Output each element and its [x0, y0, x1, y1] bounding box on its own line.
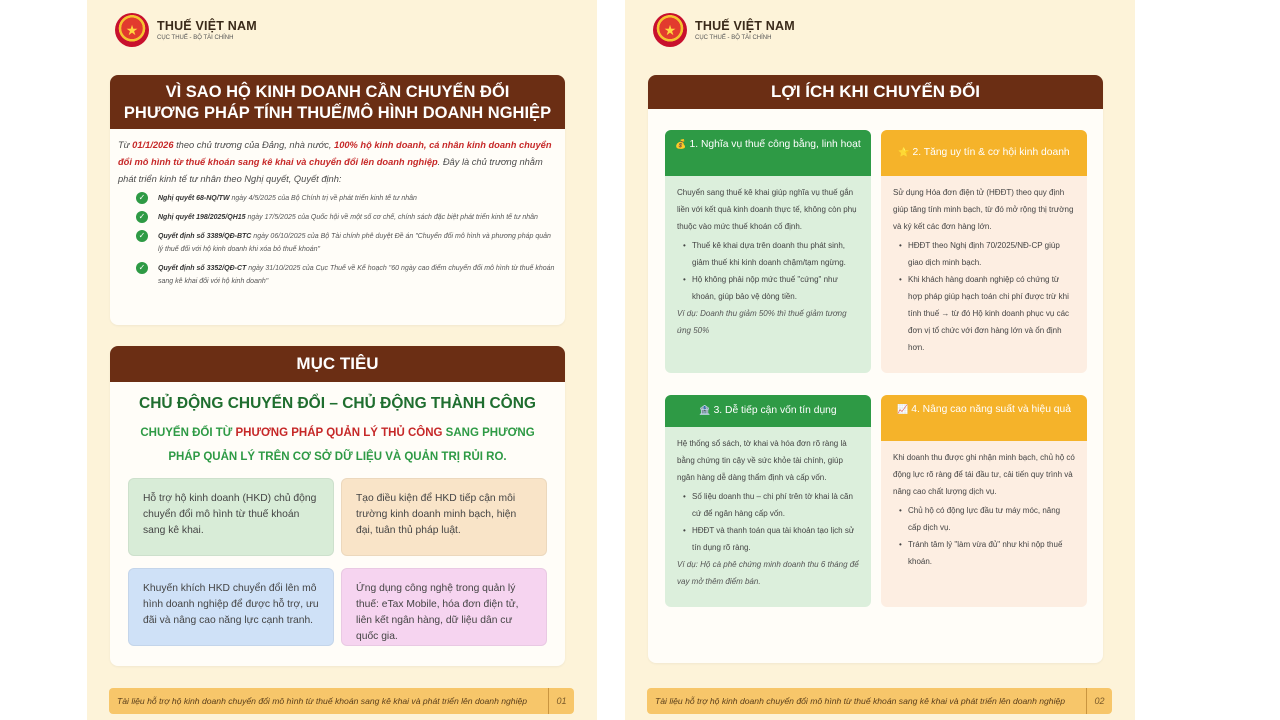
benefit-box-intro: Sử dụng Hóa đơn điện tử (HĐĐT) theo quy định giúp tăng tính minh bạch, từ đó mở rộng thị trường và ký kết các đơn hàng lớn. [893, 188, 1074, 231]
why-title-line1: VÌ SAO HỘ KINH DOANH CẦN CHUYỂN ĐỔI [165, 83, 510, 101]
benefit-box-title: 1. Nghĩa vụ thuế công bằng, linh hoạt [689, 139, 861, 150]
footer-text: Tài liệu hỗ trợ hộ kinh doanh chuyển đổi mô hình từ thuế khoán sang kê khai và phát triển lên doanh nghiệp [117, 696, 528, 706]
benefit-box-intro: Chuyển sang thuế kê khai giúp nghĩa vụ thuế gắn liền với kết quả kinh doanh thực tế, không còn phụ thuộc vào mức thuế khoán cố định. [677, 188, 857, 231]
page-1 [87, 0, 597, 720]
why-section [110, 75, 565, 325]
benefit-box-title: 4. Nâng cao năng suất và hiệu quả [911, 404, 1071, 415]
benefit-box-credit [665, 395, 871, 607]
benefit-bullet: • HĐĐT theo Nghị định 70/2025/NĐ-CP giúp giao dịch minh bạch. [899, 237, 1075, 271]
law-name: Quyết định số 3352/QĐ-CT [158, 265, 247, 272]
brand-name: THUẾ VIỆT NAM [695, 19, 795, 33]
law-desc: ngày 17/5/2025 của Quốc hội về một số cơ chế, chính sách đặc biệt phát triển kinh tế tư nhân [245, 214, 538, 221]
law-name: Quyết định số 3389/QĐ-BTC [158, 233, 252, 240]
law-name: Nghị quyết 198/2025/QH15 [158, 214, 246, 221]
law-name: Nghị quyết 68-NQ/TW [158, 195, 230, 202]
benefit-box-body [881, 441, 1087, 576]
benefit-bullet: • Khi khách hàng doanh nghiệp có chứng từ hợp pháp giúp hạch toán chi phí được trừ khi tính thuế → từ đó Hộ kinh doanh phục vụ các đơn vị tổ chức với đơn hàng lớn và ổn định hơn. [899, 271, 1075, 356]
why-title-line2: PHƯƠNG PHÁP TÍNH THUẾ/MÔ HÌNH DOANH NGHIỆP [123, 104, 552, 122]
brand-subtitle: CỤC THUẾ - BỘ TÀI CHÍNH [157, 35, 234, 41]
law-item [136, 211, 557, 224]
brand-header [115, 12, 257, 48]
goal-tile: Khuyến khích HKD chuyển đổi lên mô hình doanh nghiệp để được hỗ trợ, ưu đãi và nâng cao năng lực cạnh tranh. [128, 568, 334, 646]
benefit-box-body [665, 176, 871, 345]
benefit-banner: LỢI ÍCH KHI CHUYỂN ĐỔI [648, 75, 1103, 109]
intro-text: . Đây là chủ trương nhằm phát triển kinh tế tư nhân theo Nghị quyết, Quyết định: [118, 157, 543, 184]
goal-sub-text: CHUYỂN ĐỔI TỪ [140, 427, 236, 439]
law-desc: ngày 4/5/2025 của Bộ Chính trị về phát triển kinh tế tư nhân [229, 195, 417, 202]
law-item [136, 230, 557, 256]
law-list [110, 188, 565, 288]
benefit-box-title: 2. Tăng uy tín & cơ hội kinh doanh [912, 147, 1070, 158]
why-intro [110, 129, 565, 188]
benefit-box-header [881, 395, 1087, 441]
bank-icon: 🏦 [699, 405, 711, 415]
intro-highlight: 100% hộ kinh doanh, cá nhân kinh doanh chuyển đổi mô hình từ thuế khoán sang kê khai và chuyển đổi lên doanh nghiệp [118, 140, 552, 167]
check-icon: ✓ [136, 211, 148, 223]
benefit-box-intro: Khi doanh thu được ghi nhận minh bạch, chủ hộ có động lực rõ ràng để tái đầu tư, cải tiến quy trình và nâng cao chất lượng dịch vụ. [893, 453, 1075, 496]
benefit-bullet: • Hộ không phải nộp mức thuế "cứng" như khoán, giúp bảo vệ dòng tiền. [683, 271, 859, 305]
benefit-box-header [665, 130, 871, 176]
benefit-box-body [881, 176, 1087, 362]
why-banner [110, 75, 565, 129]
brand-header [653, 12, 795, 48]
intro-date: 01/1/2026 [132, 140, 174, 150]
goal-title: CHỦ ĐỘNG CHUYỂN ĐỔI – CHỦ ĐỘNG THÀNH CÔNG [139, 395, 536, 412]
benefit-bullet: • Tránh tâm lý "làm vừa đủ" như khi nộp thuế khoán. [899, 536, 1075, 570]
goal-subtitle [110, 413, 565, 469]
benefit-bullet: • Chủ hộ có động lực đầu tư máy móc, nâng cấp dịch vụ. [899, 502, 1075, 536]
brand-subtitle: CỤC THUẾ - BỘ TÀI CHÍNH [695, 35, 772, 41]
benefit-example: Ví dụ: Doanh thu giảm 50% thì thuế giảm tương ứng 50% [677, 309, 847, 335]
law-desc: ngày 06/10/2025 của Bộ Tài chính phê duyệt Đề án "Chuyển đổi mô hình và phương pháp quản lý thuế đối với hộ kinh doanh khi xóa bỏ thuế khoán" [158, 233, 551, 253]
page-footer [109, 688, 574, 714]
benefit-bullet: • Số liệu doanh thu – chi phí trên tờ khai là căn cứ để ngân hàng cấp vốn. [683, 488, 859, 522]
goal-banner: MỤC TIÊU [110, 346, 565, 382]
footer-text: Tài liệu hỗ trợ hộ kinh doanh chuyển đổi mô hình từ thuế khoán sang kê khai và phát triển lên doanh nghiệp [655, 696, 1066, 706]
law-item [136, 192, 557, 205]
page-number: 02 [1086, 688, 1112, 714]
goal-tile: Tạo điều kiện để HKD tiếp cận môi trường kinh doanh minh bạch, hiện đại, tuân thủ pháp luật. [341, 478, 547, 556]
benefit-box-title: 3. Dễ tiếp cận vốn tín dụng [713, 405, 837, 416]
law-item [136, 262, 557, 288]
goal-sub-green: PHƯƠNG PHÁP QUẢN LÝ TRÊN CƠ SỞ DỮ LIỆU VÀ QUẢN TRỊ RỦI RO. [168, 427, 535, 463]
benefit-box-productivity [881, 395, 1087, 607]
check-icon: ✓ [136, 230, 148, 242]
law-desc: ngày 31/10/2025 của Cục Thuế về Kế hoạch "60 ngày cao điểm chuyển đổi mô hình từ thuế khoán sang kê khai đối với hộ kinh doanh" [158, 265, 555, 285]
intro-text: theo chủ trương của Đảng, nhà nước, [173, 140, 335, 150]
goal-section [110, 346, 565, 666]
benefit-box-reputation [881, 130, 1087, 373]
chart-icon: 📈 [897, 404, 909, 414]
goal-tile: Hỗ trợ hộ kinh doanh (HKD) chủ động chuyển đổi mô hình từ thuế khoán sang kê khai. [128, 478, 334, 556]
goal-sub-red: PHƯƠNG PHÁP QUẢN LÝ THỦ CÔNG [235, 427, 443, 439]
benefit-box-header [665, 395, 871, 427]
brand-name: THUẾ VIỆT NAM [157, 19, 257, 33]
check-icon: ✓ [136, 262, 148, 274]
goal-tile: Ứng dụng công nghệ trong quản lý thuế: eTax Mobile, hóa đơn điện tử, liên kết ngân hàng, dữ liệu dân cư quốc gia. [341, 568, 547, 646]
benefit-box-header [881, 130, 1087, 176]
page-number: 01 [548, 688, 574, 714]
intro-text: Từ [118, 140, 133, 150]
benefit-bullet: • HĐĐT và thanh toán qua tài khoản tạo lịch sử tín dụng rõ ràng. [683, 522, 859, 556]
benefit-box-tax [665, 130, 871, 373]
goal-sub-text: SANG [442, 427, 483, 439]
page-2 [625, 0, 1135, 720]
benefit-section [648, 75, 1103, 663]
check-icon: ✓ [136, 192, 148, 204]
national-emblem-icon: ★ [653, 13, 687, 47]
coin-icon: 💰 [675, 139, 687, 149]
benefit-example: Ví dụ: Hộ cà phê chứng minh doanh thu 6 tháng để vay mở thêm điểm bán. [677, 560, 859, 586]
page-footer [647, 688, 1112, 714]
benefit-bullet: • Thuế kê khai dựa trên doanh thu phát sinh, giảm thuế khi kinh doanh chậm/tạm ngừng. [683, 237, 859, 271]
benefit-box-intro: Hệ thống sổ sách, tờ khai và hóa đơn rõ ràng là bằng chứng tin cậy về sức khỏe tài chính, giúp ngân hàng dễ dàng thẩm định và cấp vốn. [677, 439, 847, 482]
benefit-box-body [665, 427, 871, 596]
national-emblem-icon: ★ [115, 13, 149, 47]
star-icon: ⭐ [898, 147, 910, 157]
